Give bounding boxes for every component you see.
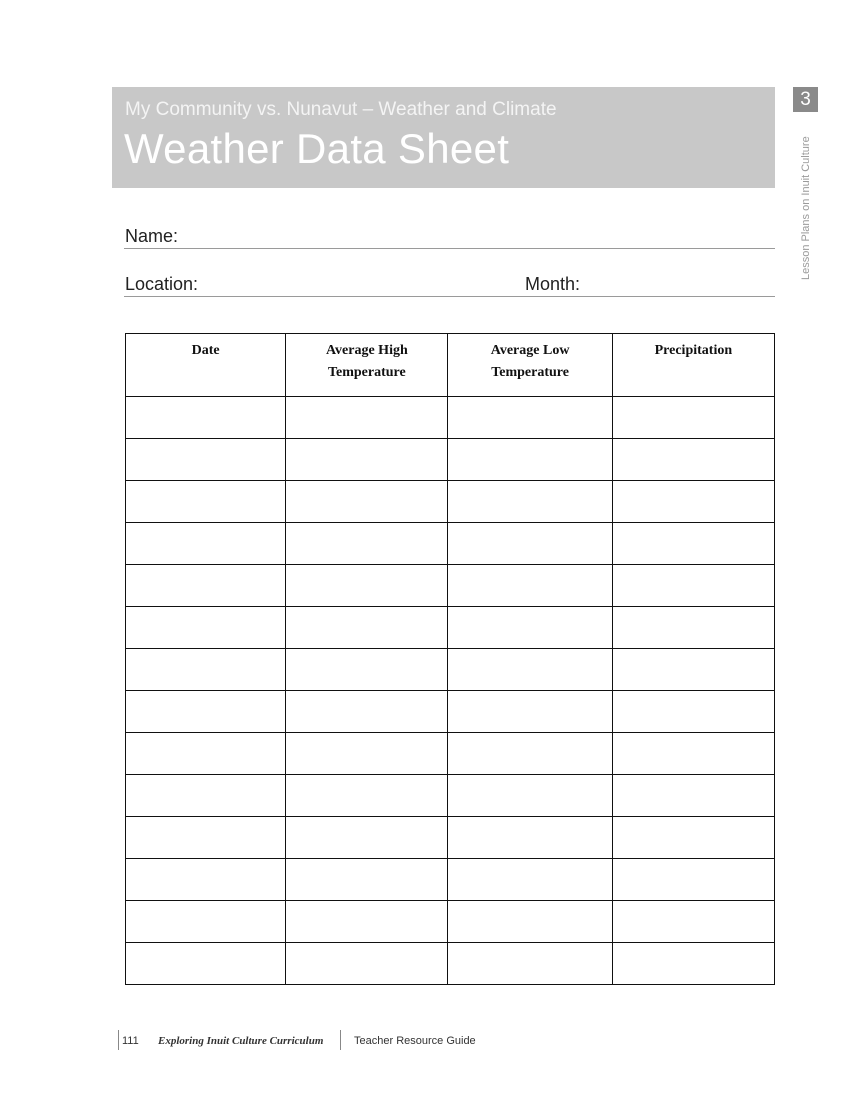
- table-cell-average-high[interactable]: [286, 775, 448, 817]
- footer-series-title: Exploring Inuit Culture Curriculum: [158, 1035, 324, 1047]
- table-cell-average-high[interactable]: [286, 649, 448, 691]
- column-header-average-high: [286, 334, 448, 397]
- table-row: [126, 481, 775, 523]
- table-row: [126, 439, 775, 481]
- table-cell-date[interactable]: [126, 859, 286, 901]
- table-cell-average-high[interactable]: [286, 691, 448, 733]
- column-header-precipitation: Precipitation: [612, 334, 774, 397]
- location-label: Location:: [125, 274, 199, 294]
- table-cell-average-high[interactable]: [286, 439, 448, 481]
- table-cell-average-low[interactable]: [448, 943, 612, 985]
- table-cell-precipitation[interactable]: [612, 733, 774, 775]
- table-row: [126, 523, 775, 565]
- table-cell-date[interactable]: [126, 733, 286, 775]
- side-label-text: Lesson Plans on Inuit Culture: [800, 136, 812, 280]
- header-subtitle: My Community vs. Nunavut – Weather and Climate: [125, 99, 557, 120]
- table-cell-precipitation[interactable]: [612, 481, 774, 523]
- table-row: [126, 943, 775, 985]
- table-cell-precipitation[interactable]: [612, 523, 774, 565]
- table-cell-average-low[interactable]: [448, 565, 612, 607]
- table-cell-precipitation[interactable]: [612, 439, 774, 481]
- table-cell-average-low[interactable]: [448, 397, 612, 439]
- table-cell-precipitation[interactable]: [612, 649, 774, 691]
- table-cell-date[interactable]: [126, 775, 286, 817]
- table-cell-average-high[interactable]: [286, 817, 448, 859]
- table-cell-average-high[interactable]: [286, 733, 448, 775]
- table-cell-average-low[interactable]: [448, 439, 612, 481]
- table-cell-precipitation[interactable]: [612, 859, 774, 901]
- page-title: Weather Data Sheet: [124, 125, 510, 172]
- weather-data-table: [125, 333, 775, 985]
- page-number: 111: [118, 1030, 139, 1050]
- table-cell-date[interactable]: [126, 691, 286, 733]
- table-cell-date[interactable]: [126, 817, 286, 859]
- table-cell-date[interactable]: [126, 649, 286, 691]
- table-row: [126, 775, 775, 817]
- table-cell-date[interactable]: [126, 901, 286, 943]
- table-cell-average-low[interactable]: [448, 733, 612, 775]
- table-row: [126, 607, 775, 649]
- table-row: [126, 565, 775, 607]
- table-cell-date[interactable]: [126, 565, 286, 607]
- column-header-average-low: [448, 334, 612, 397]
- column-header-average-low-text: Average Low Temperature: [490, 343, 570, 380]
- table-cell-date[interactable]: [126, 607, 286, 649]
- table-header-row: [126, 334, 775, 397]
- table-cell-precipitation[interactable]: [612, 817, 774, 859]
- table-row: [126, 649, 775, 691]
- table-cell-precipitation[interactable]: [612, 943, 774, 985]
- table-cell-average-high[interactable]: [286, 901, 448, 943]
- table-cell-average-low[interactable]: [448, 775, 612, 817]
- table-row: [126, 901, 775, 943]
- column-header-date: Date: [126, 334, 286, 397]
- table-cell-average-low[interactable]: [448, 859, 612, 901]
- chapter-number-badge: 3: [793, 87, 818, 112]
- table-body: [126, 397, 775, 985]
- table-cell-average-high[interactable]: [286, 607, 448, 649]
- table-row: [126, 733, 775, 775]
- table-cell-average-high[interactable]: [286, 523, 448, 565]
- table-cell-precipitation[interactable]: [612, 691, 774, 733]
- header-band: [112, 87, 775, 188]
- table-row: [126, 859, 775, 901]
- table-cell-date[interactable]: [126, 439, 286, 481]
- table-cell-precipitation[interactable]: [612, 397, 774, 439]
- table-cell-precipitation[interactable]: [612, 607, 774, 649]
- table-cell-average-low[interactable]: [448, 901, 612, 943]
- table-cell-average-high[interactable]: [286, 859, 448, 901]
- name-label: Name:: [125, 226, 179, 246]
- table-cell-date[interactable]: [126, 943, 286, 985]
- table-cell-average-low[interactable]: [448, 523, 612, 565]
- name-field[interactable]: [124, 224, 775, 249]
- table-cell-average-high[interactable]: [286, 565, 448, 607]
- location-month-field[interactable]: [124, 272, 775, 297]
- table-cell-average-high[interactable]: [286, 481, 448, 523]
- table-cell-precipitation[interactable]: [612, 775, 774, 817]
- table-cell-date[interactable]: [126, 523, 286, 565]
- table-cell-precipitation[interactable]: [612, 565, 774, 607]
- table-cell-date[interactable]: [126, 397, 286, 439]
- table-cell-date[interactable]: [126, 481, 286, 523]
- table-cell-precipitation[interactable]: [612, 901, 774, 943]
- footer-guide-title: Teacher Resource Guide: [354, 1035, 476, 1047]
- month-label: Month:: [525, 274, 581, 294]
- table-cell-average-low[interactable]: [448, 607, 612, 649]
- table-cell-average-low[interactable]: [448, 649, 612, 691]
- table-cell-average-high[interactable]: [286, 397, 448, 439]
- table-row: [126, 397, 775, 439]
- table-cell-average-low[interactable]: [448, 481, 612, 523]
- footer-divider: [340, 1030, 341, 1050]
- table-cell-average-low[interactable]: [448, 817, 612, 859]
- table-row: [126, 817, 775, 859]
- column-header-average-high-text: Average High Temperature: [325, 343, 408, 380]
- table-cell-average-low[interactable]: [448, 691, 612, 733]
- table-cell-average-high[interactable]: [286, 943, 448, 985]
- table-row: [126, 691, 775, 733]
